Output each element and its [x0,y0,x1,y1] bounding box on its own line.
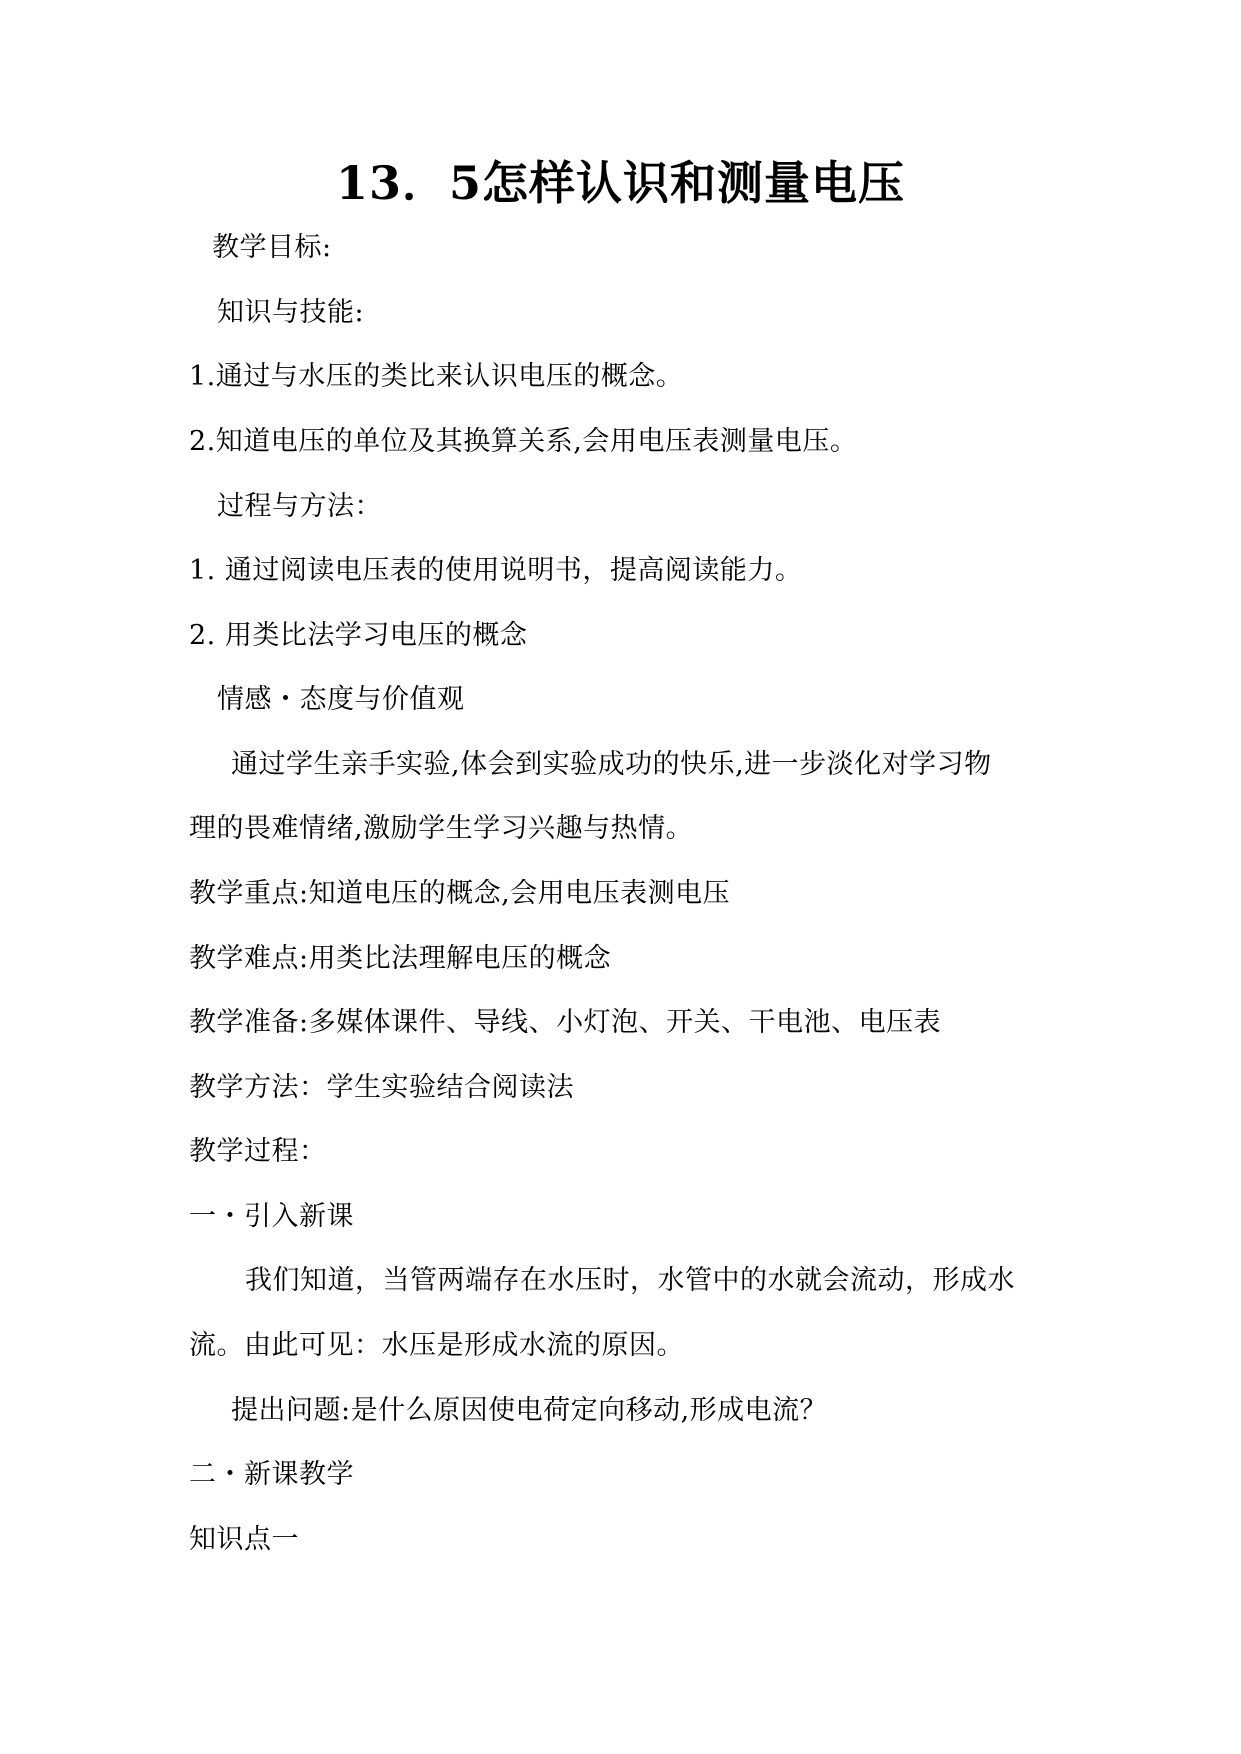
list-item: 2.知道电压的单位及其换算关系,会用电压表测量电压。 [189,426,858,457]
list-item: 1. 通过阅读电压表的使用说明书，提高阅读能力。 [189,555,803,586]
teaching-method: 教学方法：学生实验结合阅读法 [189,1072,574,1103]
paragraph-line: 流。由此可见：水压是形成水流的原因。 [189,1330,684,1361]
section-heading-intro: 一・引入新课 [189,1201,354,1232]
page-title: 13．5怎样认识和测量电压 [335,156,906,210]
question-line: 提出问题:是什么原因使电荷定向移动,形成电流？ [231,1395,828,1426]
list-item: 1.通过与水压的类比来认识电压的概念。 [189,361,684,392]
heading-process-methods: 过程与方法： [217,491,382,522]
section-heading-new-lesson: 二・新课教学 [189,1459,354,1490]
knowledge-point-heading: 知识点一 [189,1524,299,1555]
teaching-difficulty: 教学难点:用类比法理解电压的概念 [189,943,612,974]
teaching-preparation: 教学准备:多媒体课件、导线、小灯泡、开关、干电池、电压表 [189,1007,942,1038]
paragraph-line: 理的畏难情绪,激励学生学习兴趣与热情。 [189,813,694,844]
heading-knowledge-skills: 知识与技能: [217,297,365,328]
teaching-focus: 教学重点:知道电压的概念,会用电压表测电压 [189,878,731,909]
heading-teaching-objectives: 教学目标: [212,232,332,263]
list-item: 2. 用类比法学习电压的概念 [189,620,528,651]
heading-teaching-process: 教学过程： [189,1136,327,1167]
paragraph-line: 我们知道，当管两端存在水压时，水管中的水就会流动，形成水 [245,1265,1015,1296]
heading-emotion-values: 情感・态度与价值观 [217,684,465,715]
paragraph-line: 通过学生亲手实验,体会到实验成功的快乐,进一步淡化对学习物 [231,749,992,780]
